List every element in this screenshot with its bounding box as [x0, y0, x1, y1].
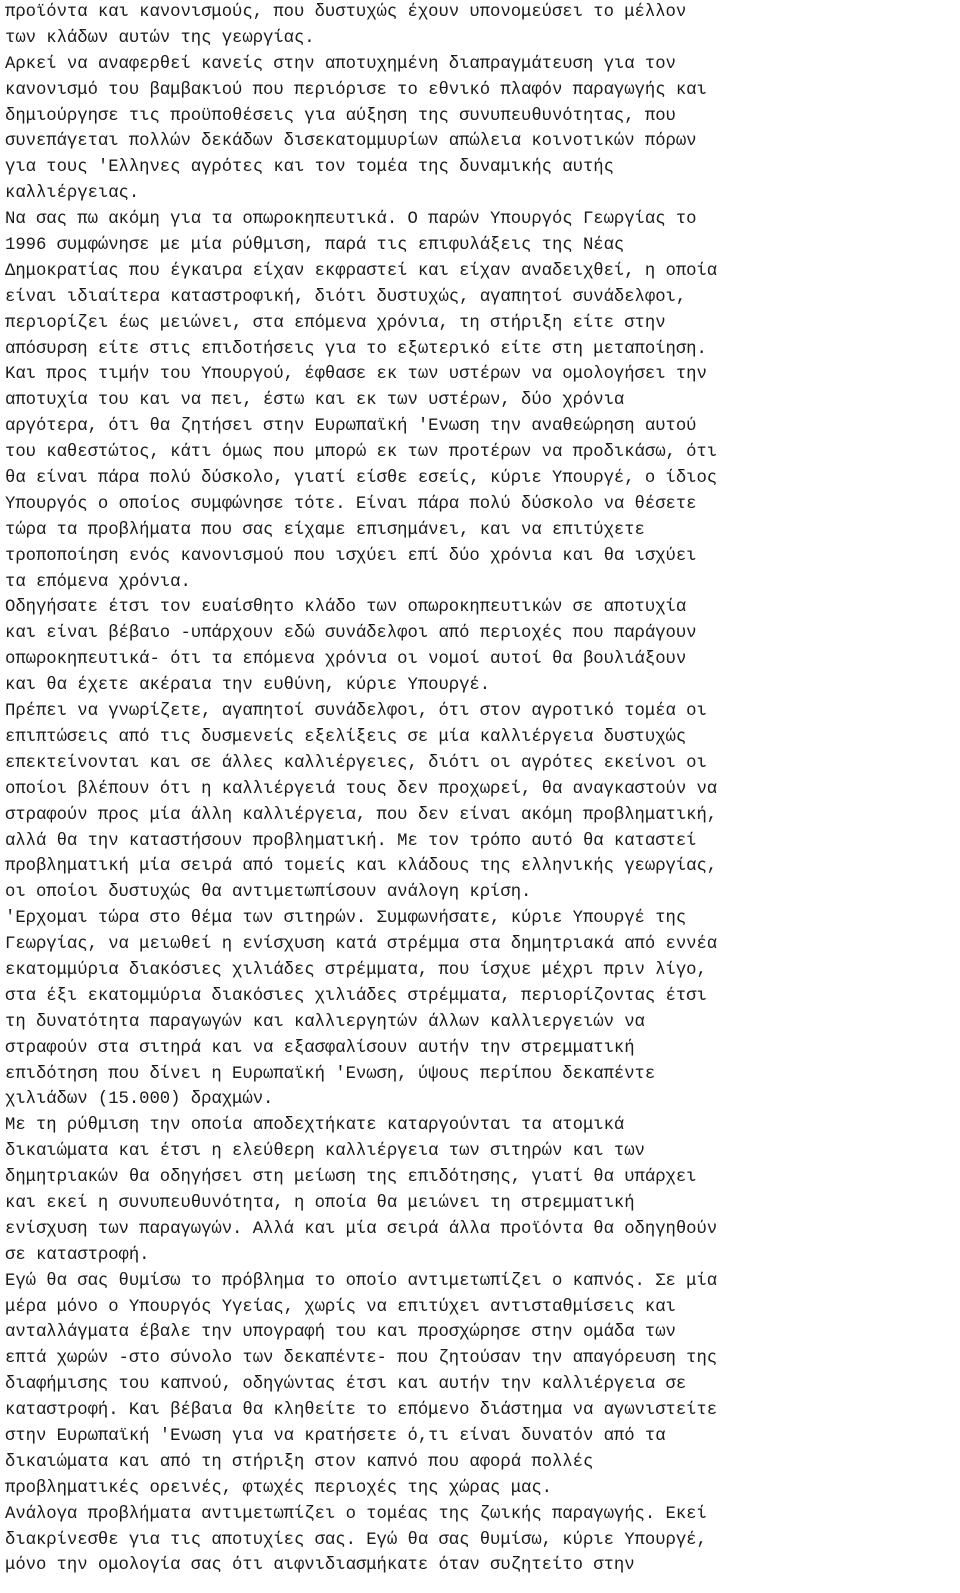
text-line: οποίοι βλέπουν ότι η καλλιέργειά τους δεν προχωρεί, θα αναγκαστούν να: [5, 779, 718, 799]
text-line: προβληματική μία σειρά από τομείς και κλάδους της ελληνικής γεωργίας,: [5, 857, 718, 877]
text-line: δικαιώματα και έτσι η ελεύθερη καλλιέργεια των σιτηρών και των: [5, 1142, 645, 1162]
text-line: επτά χωρών -στο σύνολο των δεκαπέντε- που ζητούσαν την απαγόρευση της: [5, 1349, 718, 1369]
text-line: διακρίνεσθε για τις αποτυχίες σας. Εγώ θα σας θυμίσω, κύριε Υπουργέ,: [5, 1530, 707, 1550]
text-line: στραφούν στα σιτηρά και να εξασφαλίσουν αυτήν την στρεμματική: [5, 1038, 635, 1058]
text-line: συνεπάγεται πολλών δεκάδων δισεκατομμυρίων απώλεια κοινοτικών πόρων: [5, 132, 697, 152]
text-line: δημιούργησε τις προϋποθέσεις για αύξηση της συνυπευθυνότητας, που: [5, 106, 676, 126]
text-line: καταστροφή. Και βέβαια θα κληθείτε το επόμενο διάστημα να αγωνιστείτε: [5, 1401, 718, 1421]
text-line: προβληματικές ορεινές, φτωχές περιοχές της χώρας μας.: [5, 1478, 552, 1498]
text-line: οι οποίοι δυστυχώς θα αντιμετωπίσουν ανάλογη κρίση.: [5, 883, 532, 903]
text-line: του καθεστώτος, κάτι όμως που μπορώ εκ των προτέρων να προδικάσω, ότι: [5, 443, 718, 463]
text-line: αποτυχία του και να πει, έστω και εκ των υστέρων, δύο χρόνια: [5, 391, 625, 411]
text-line: δημητριακών θα οδηγήσει στη μείωση της επιδότησης, γιατί θα υπάρχει: [5, 1168, 697, 1188]
text-line: διαφήμισης του καπνού, οδηγώντας έτσι και αυτήν την καλλιέργεια σε: [5, 1375, 687, 1395]
text-line: Οδηγήσατε έτσι τον ευαίσθητο κλάδο των οπωροκηπευτικών σε αποτυχία: [5, 598, 687, 618]
text-line: Εγώ θα σας θυμίσω το πρόβλημα το οποίο αντιμετωπίζει ο καπνός. Σε μία: [5, 1271, 718, 1291]
text-line: επεκτείνονται και σε άλλες καλλιέργειες, διότι οι αγρότες εκείνοι οι: [5, 753, 707, 773]
text-line: τώρα τα προβλήματα που σας είχαμε επισημάνει, και να επιτύχετε: [5, 520, 645, 540]
text-line: καλλιέργειας.: [5, 184, 140, 204]
text-line: κανονισμό του βαμβακιού που περιόρισε το εθνικό πλαφόν παραγωγής και: [5, 80, 707, 100]
text-line: και εκεί η συνυπευθυνότητα, η οποία θα μειώνει τη στρεμματική: [5, 1193, 635, 1213]
text-line: των κλάδων αυτών της γεωργίας.: [5, 28, 315, 48]
text-line: και θα έχετε ακέραια την ευθύνη, κύριε Υπουργέ.: [5, 676, 491, 696]
text-line: αργότερα, ότι θα ζητήσει στην Ευρωπαϊκή 'Ενωση την αναθεώρηση αυτού: [5, 417, 697, 437]
text-line: στα έξι εκατομμύρια διακόσιες χιλιάδες στρέμματα, περιορίζοντας έτσι: [5, 986, 707, 1006]
text-line: επιπτώσεις από τις δυσμενείς εξελίξεις σε μία καλλιέργεια δυστυχώς: [5, 727, 687, 747]
text-line: Γεωργίας, να μειωθεί η ενίσχυση κατά στρέμμα στα δημητριακά από εννέα: [5, 935, 718, 955]
text-line: εκατομμύρια διακόσιες χιλιάδες στρέμματα, που ίσχυε μέχρι πριν λίγο,: [5, 960, 707, 980]
text-line: Να σας πω ακόμη για τα οπωροκηπευτικά. Ο παρών Υπουργός Γεωργίας το: [5, 210, 697, 230]
text-line: Και προς τιμήν του Υπουργού, έφθασε εκ των υστέρων να ομολογήσει την: [5, 365, 707, 385]
text-line: Αρκεί να αναφερθεί κανείς στην αποτυχημένη διαπραγμάτευση για τον: [5, 54, 676, 74]
text-line: Πρέπει να γνωρίζετε, αγαπητοί συνάδελφοι, ότι στον αγροτικό τομέα οι: [5, 702, 707, 722]
text-line: είναι ιδιαίτερα καταστροφική, διότι δυστυχώς, αγαπητοί συνάδελφοι,: [5, 287, 687, 307]
text-line: σε καταστροφή.: [5, 1245, 150, 1265]
text-line: απόσυρση είτε στις επιδοτήσεις για το εξωτερικό είτε στη μεταποίηση.: [5, 339, 707, 359]
text-line: περιορίζει έως μειώνει, στα επόμενα χρόνια, τη στήριξη είτε στην: [5, 313, 666, 333]
text-line: θα είναι πάρα πολύ δύσκολο, γιατί είσθε εσείς, κύριε Υπουργέ, ο ίδιος: [5, 469, 718, 489]
text-line: στην Ευρωπαϊκή 'Ενωση για να κρατήσετε ό,τι είναι δυνατόν από τα: [5, 1426, 666, 1446]
text-line: ανταλλάγματα έβαλε την υπογραφή του και προσχώρησε στην ομάδα των: [5, 1323, 676, 1343]
text-line: τη δυνατότητα παραγωγών και καλλιεργητών άλλων καλλιεργειών να: [5, 1012, 645, 1032]
text-line: τα επόμενα χρόνια.: [5, 572, 191, 592]
text-line: 'Ερχομαι τώρα στο θέμα των σιτηρών. Συμφωνήσατε, κύριε Υπουργέ της: [5, 909, 687, 929]
text-line: Ανάλογα προβλήματα αντιμετωπίζει ο τομέας της ζωικής παραγωγής. Εκεί: [5, 1504, 707, 1524]
text-line: Δημοκρατίας που έγκαιρα είχαν εκφραστεί και είχαν αναδειχθεί, η οποία: [5, 261, 718, 281]
text-line: στραφούν προς μία άλλη καλλιέργεια, που δεν είναι ακόμη προβληματική,: [5, 805, 718, 825]
text-line: Με τη ρύθμιση την οποία αποδεχτήκατε καταργούνται τα ατομικά: [5, 1116, 625, 1136]
text-line: οπωροκηπευτικά- ότι τα επόμενα χρόνια οι νομοί αυτοί θα βουλιάξουν: [5, 650, 687, 670]
text-line: μόνο την ομολογία σας ότι αιφνιδιασμήκατε όταν συζητείτο στην: [5, 1556, 635, 1576]
text-line: μέρα μόνο ο Υπουργός Υγείας, χωρίς να επιτύχει αντισταθμίσεις και: [5, 1297, 676, 1317]
text-line: και είναι βέβαιο -υπάρχουν εδώ συνάδελφοι από περιοχές που παράγουν: [5, 624, 697, 644]
document-text-body: [5, 0, 955, 1579]
text-line: τροποποίηση ενός κανονισμού που ισχύει επί δύο χρόνια και θα ισχύει: [5, 546, 697, 566]
text-line: δικαιώματα και από τη στήριξη στον καπνό που αφορά πολλές: [5, 1452, 594, 1472]
text-line: προϊόντα και κανονισμούς, που δυστυχώς έχουν υπονομεύσει το μέλλον: [5, 3, 687, 22]
text-line: Υπουργός ο οποίος συμφώνησε τότε. Είναι πάρα πολύ δύσκολο να θέσετε: [5, 494, 697, 514]
text-line: επιδότηση που δίνει η Ευρωπαϊκή 'Ενωση, ύψους περίπου δεκαπέντε: [5, 1064, 656, 1084]
text-line: ενίσχυση των παραγωγών. Αλλά και μία σειρά άλλα προϊόντα θα οδηγηθούν: [5, 1219, 718, 1239]
text-line: χιλιάδων (15.000) δραχμών.: [5, 1090, 274, 1110]
text-line: αλλά θα την καταστήσουν προβληματική. Με τον τρόπο αυτό θα καταστεί: [5, 831, 697, 851]
text-line: 1996 συμφώνησε με μία ρύθμιση, παρά τις επιφυλάξεις της Νέας: [5, 236, 625, 256]
text-line: για τους 'Ελληνες αγρότες και τον τομέα της δυναμικής αυτής: [5, 158, 614, 178]
